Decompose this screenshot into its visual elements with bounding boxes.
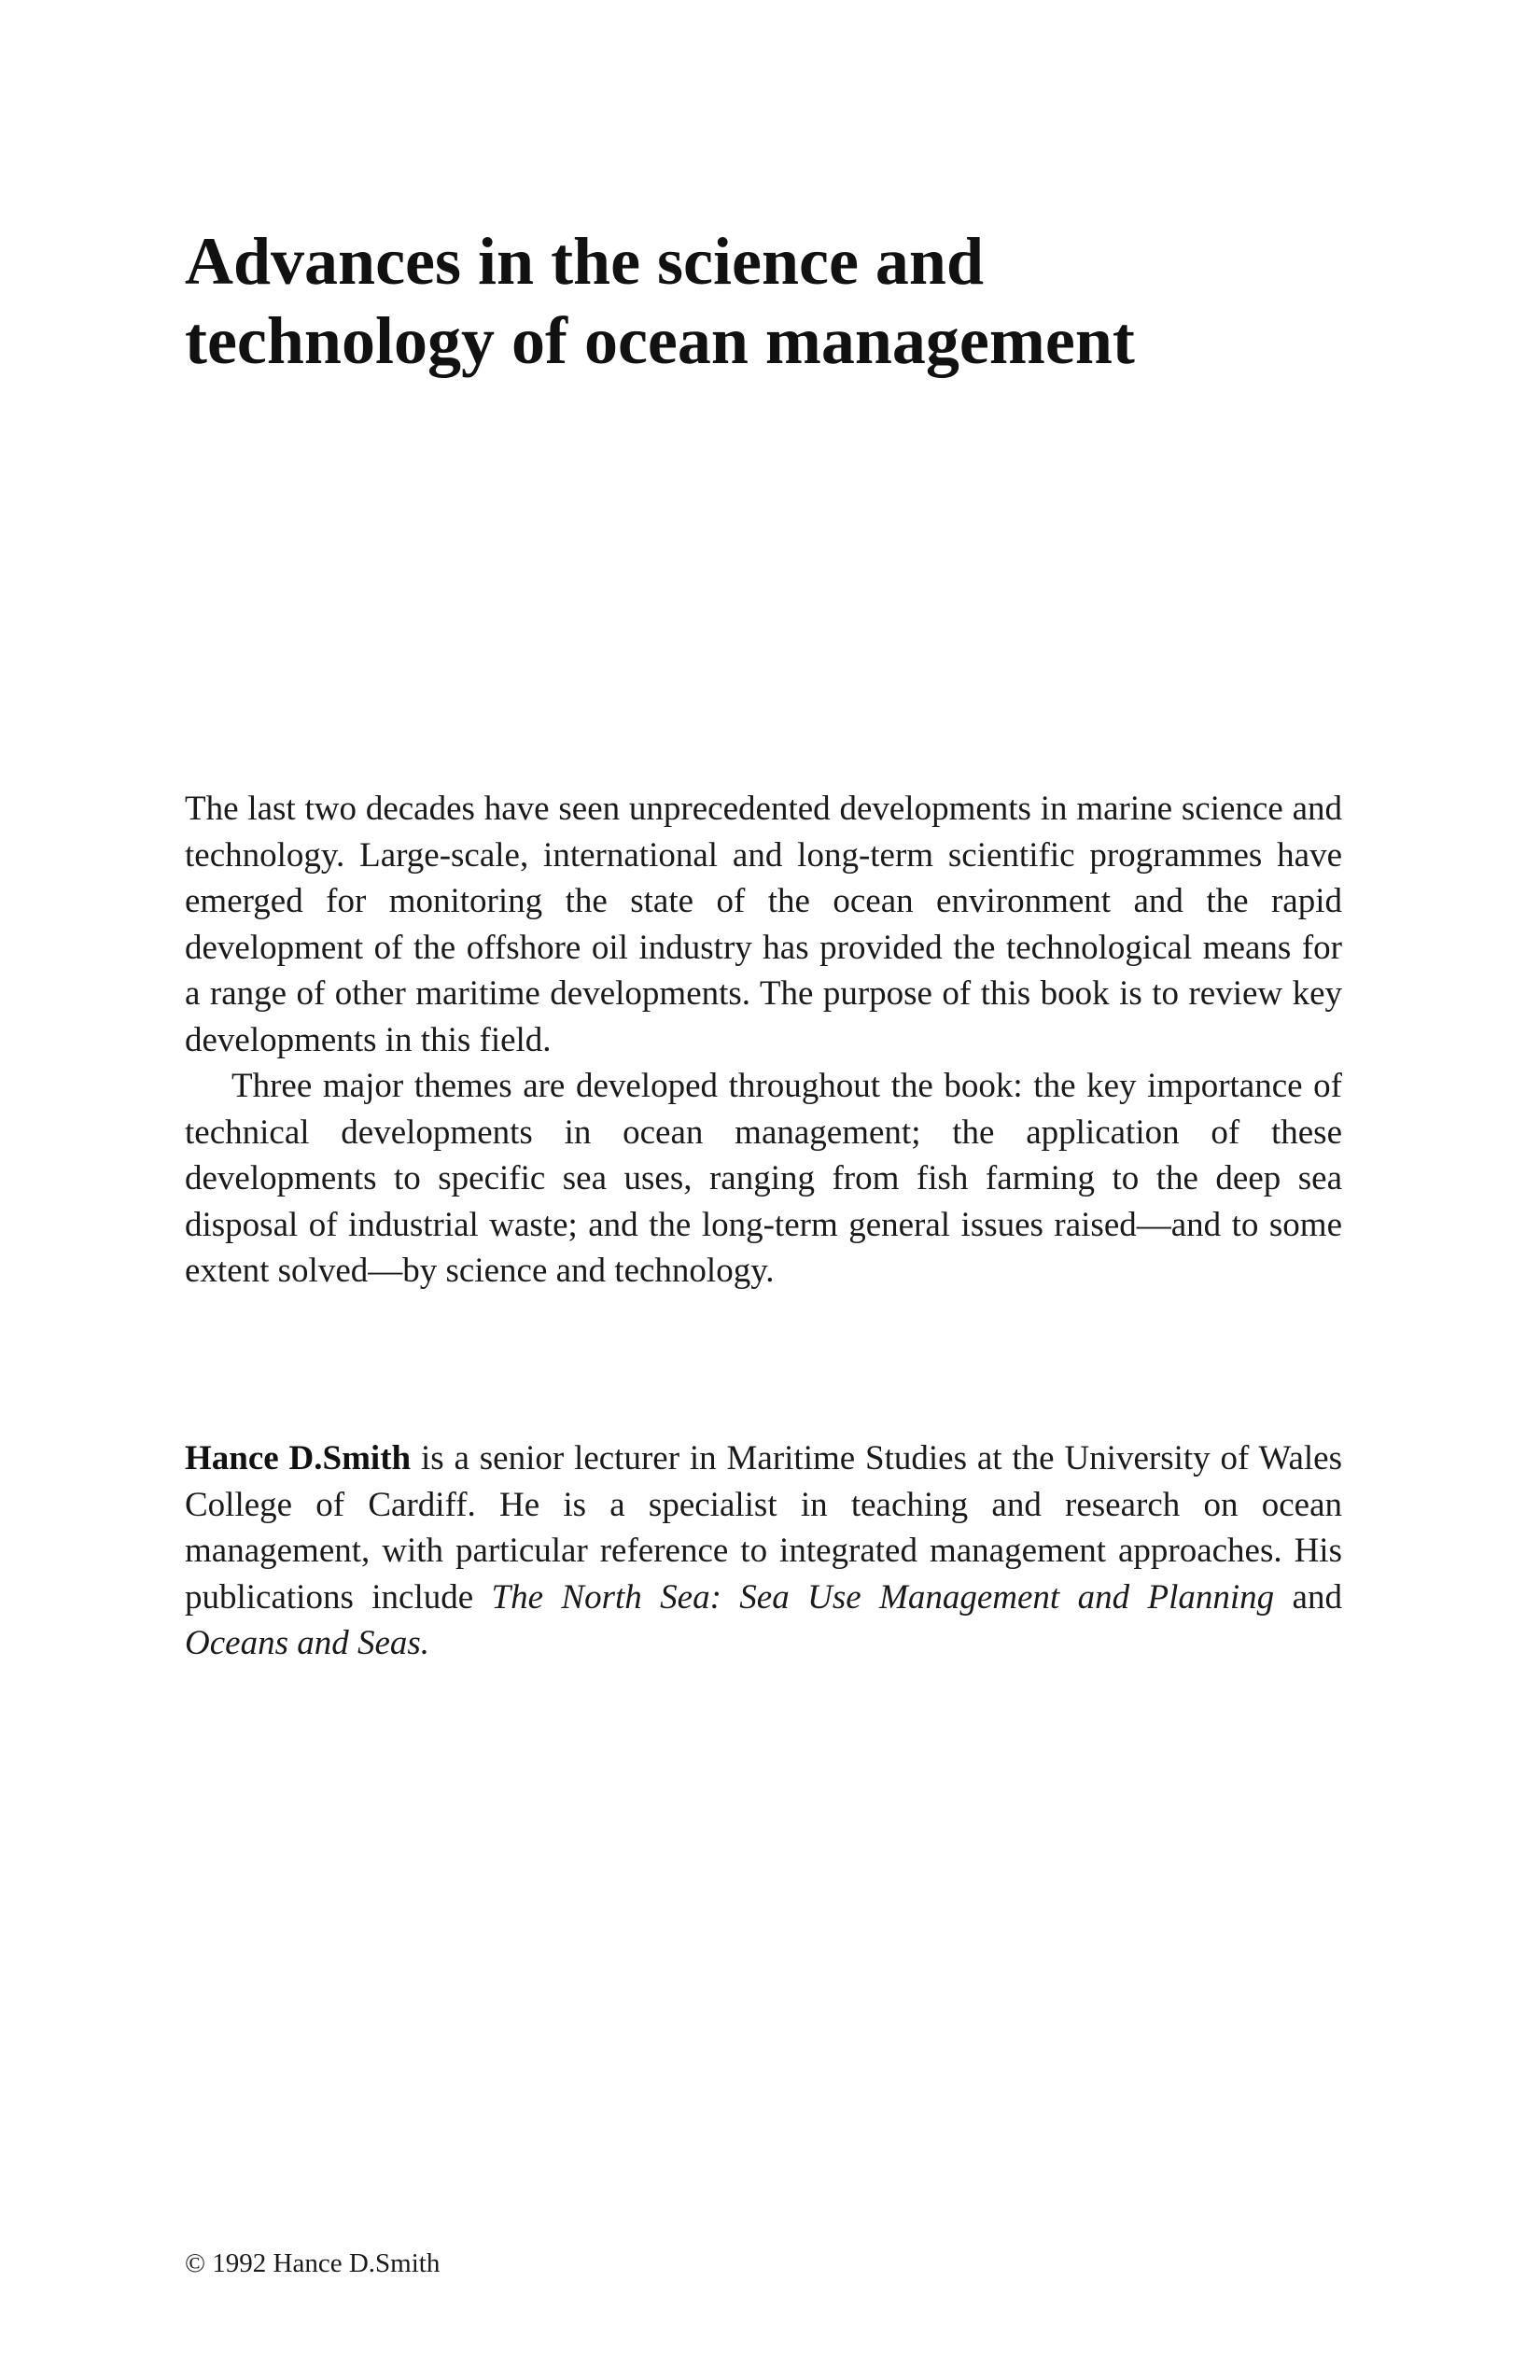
book-title-line-1: Advances in the science and	[185, 224, 985, 299]
author-name: Hance D.Smith	[185, 1439, 412, 1477]
copyright-notice: © 1992 Hance D.Smith	[185, 2248, 441, 2278]
publication-title-1: The North Sea: Sea Use Management and Planning	[491, 1577, 1275, 1617]
book-title-line-2: technology of ocean management	[185, 303, 1135, 378]
description-paragraph-2: Three major themes are developed throughout the book: the key importance of technical developments in ocean management; the application of these developments to specific sea uses, ranging from fish farming to the deep sea disposal of industrial waste; and the long-term general issues raised—and to some extent solved—by science and technology.	[185, 1067, 1342, 1290]
book-title	[185, 222, 1361, 381]
author-bio-text-1: is a senior lecturer in Maritime Studies at the University of Wales College of Cardiff. He is a specialist in teaching and research on ocean management, with particular reference to integrated management approaches. His publications include	[185, 1439, 1342, 1617]
book-description	[185, 786, 1342, 1295]
description-paragraph-1: The last two decades have seen unprecedented developments in marine science and technology. Large-scale, international and long-term scientific programmes have emerged for monitoring the state of the ocean environment and the rapid development of the offshore oil industry has provided the technological means for a range of other maritime developments. The purpose of this book is to review key developments in this field.	[185, 790, 1342, 1059]
publication-title-2: Oceans and Seas.	[185, 1624, 430, 1662]
author-bio-text-2: and	[1274, 1577, 1342, 1617]
author-bio	[185, 1435, 1342, 1667]
